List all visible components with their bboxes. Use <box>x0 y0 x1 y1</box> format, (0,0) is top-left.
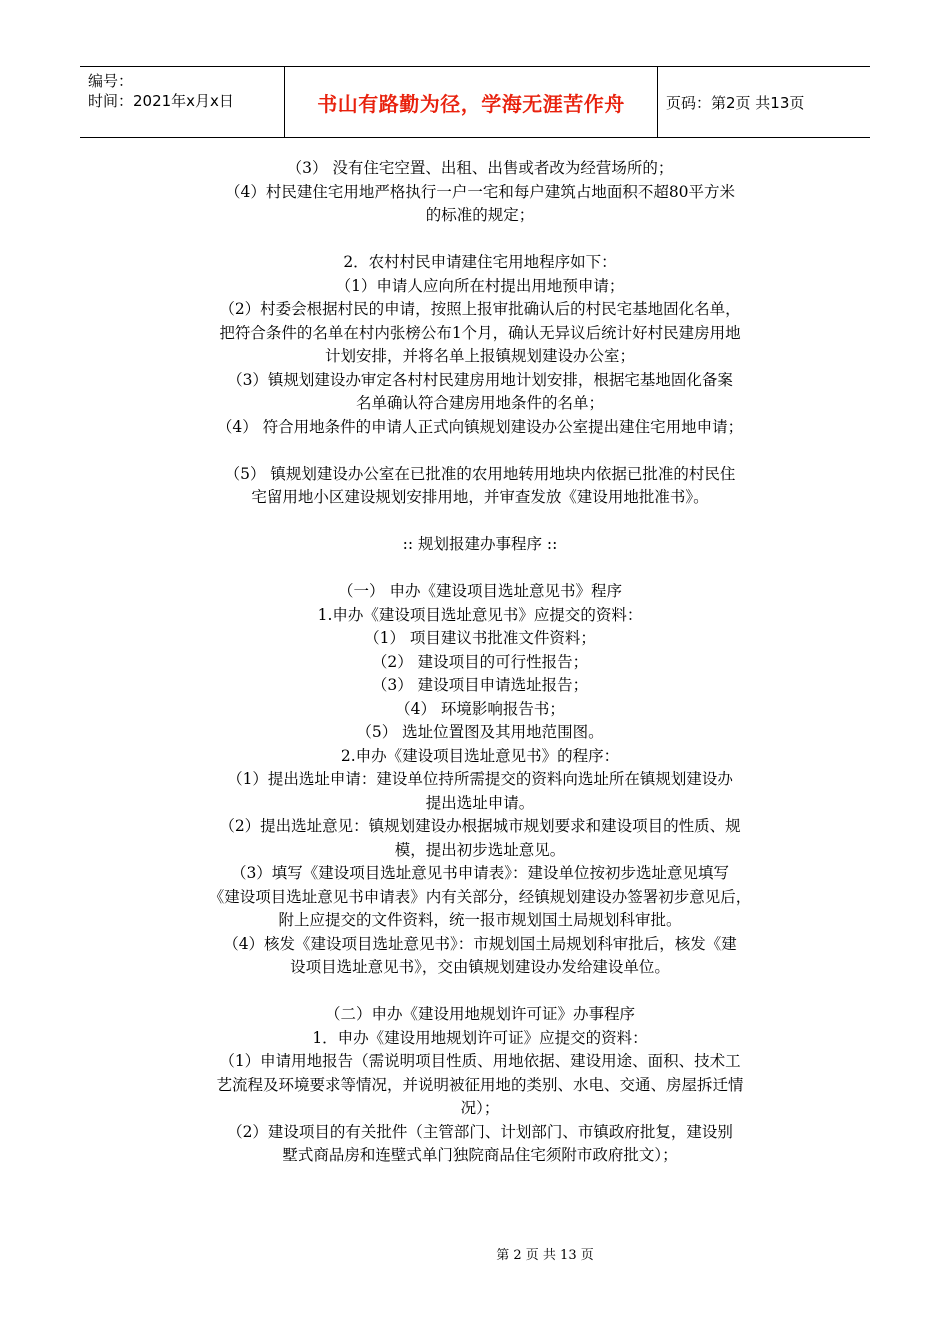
header-page-info: 页码：第2页 共13页 <box>666 93 805 112</box>
page-footer <box>0 1244 950 1263</box>
body-line: （1） 项目建议书批准文件资料； <box>364 629 596 647</box>
body-line: （1）申请人应向所在村提出用地预申请； <box>335 276 625 295</box>
body-line: 艺流程及环境要求等情况，并说明被征用地的类别、水电、交通、房屋拆迁情 <box>216 1075 744 1094</box>
body-line: （5） 选址位置图及其用地范围图。 <box>356 723 604 741</box>
body-line: 名单确认符合建房用地条件的名单； <box>355 394 604 412</box>
body-line: 的标准的规定； <box>425 206 535 224</box>
body-line: 附上应提交的文件资料，统一报市规划国土局规划科审批。 <box>278 911 682 929</box>
body-line: （3）填写《建设项目选址意见书申请表》：建设单位按初步选址意见填写 <box>230 864 730 882</box>
header-motto: 书山有路勤为径，学海无涯苦作舟 <box>285 67 658 137</box>
body-line: 宅留用地小区建设规划安排用地，并审查发放《建设用地批准书》。 <box>251 488 709 506</box>
body-line: （2） 建设项目的可行性报告； <box>371 652 589 671</box>
body-line: （一） 申办《建设项目选址意见书》程序 <box>338 582 622 600</box>
body-line: 《建设项目选址意见书申请表》内有关部分，经镇规划建设办签署初步意见后， <box>208 887 752 906</box>
body-line: （4） 环境影响报告书； <box>395 699 565 718</box>
body-line: 墅式商品房和连壁式单门独院商品住宅须附市政府批文）； <box>282 1146 678 1164</box>
body-line: （3） 建设项目申请选址报告； <box>371 676 589 694</box>
body-line: 1．申办《建设用地规划许可证》应提交的资料： <box>312 1028 648 1047</box>
time-label: 时间：2021年x月x日 <box>88 92 234 110</box>
blank-line <box>140 439 820 463</box>
body-line: （2）村委会根据村民的申请，按照上报审批确认后的村民宅基地固化名单， <box>219 300 741 318</box>
page-header <box>80 66 870 138</box>
blank-line <box>140 557 820 581</box>
body-line: （5） 镇规划建设办公室在已批准的农用地转用地块内依据已批准的村民住 <box>224 464 736 483</box>
body-line: （4）核发《建设项目选址意见书》：市规划国土局规划科审批后，核发《建 <box>223 934 737 953</box>
body-line: （3）镇规划建设办审定各村村民建房用地计划安排，根据宅基地固化备案 <box>227 370 733 389</box>
body-line: 把符合条件的名单在村内张榜公布1个月，确认无异议后统计好村民建房用地 <box>219 323 741 342</box>
blank-line <box>140 228 820 252</box>
body-line: 1.申办《建设项目选址意见书》应提交的资料： <box>317 605 643 624</box>
body-line: 2.申办《建设项目选址意见书》的程序： <box>340 746 620 765</box>
body-line: 计划安排，并将名单上报镇规划建设办公室； <box>324 347 635 365</box>
body-line: 况）； <box>460 1099 500 1117</box>
body-line: （1）提出选址申请：建设单位持所需提交的资料向选址所在镇规划建设办 <box>227 770 733 788</box>
body-line: （3） 没有住宅空置、出租、出售或者改为经营场所的； <box>286 159 674 177</box>
body-line: （2）建设项目的有关批件（主管部门、计划部门、市镇政府批复，建设别 <box>227 1122 733 1141</box>
body-line: （二）申办《建设用地规划许可证》办事程序 <box>324 1005 635 1023</box>
body-line: （4） 符合用地条件的申请人正式向镇规划建设办公室提出建住宅用地申请； <box>216 417 744 436</box>
body-line: 2．农村村民申请建住宅用地程序如下： <box>343 253 617 271</box>
header-meta <box>80 67 285 137</box>
footer-page-number: 第 2 页 共 13 页 <box>496 1248 594 1263</box>
blank-line <box>140 980 820 1004</box>
body-line: （1）申请用地报告（需说明项目性质、用地依据、建设用途、面积、技术工 <box>219 1052 741 1070</box>
body-line: （2）提出选址意见：镇规划建设办根据城市规划要求和建设项目的性质、规 <box>219 817 741 835</box>
document-body <box>140 157 820 1168</box>
body-line: :: 规划报建办事程序 :: <box>402 535 558 553</box>
blank-line <box>140 510 820 534</box>
body-line: 模，提出初步选址意见。 <box>394 840 566 859</box>
body-line: 设项目选址意见书》，交由镇规划建设办发给建设单位。 <box>290 958 670 976</box>
body-line: （4）村民建住宅用地严格执行一户一宅和每户建筑占地面积不超80平方米 <box>224 182 736 201</box>
serial-label: 编号： <box>88 72 134 90</box>
body-line: 提出选址申请。 <box>425 793 535 812</box>
